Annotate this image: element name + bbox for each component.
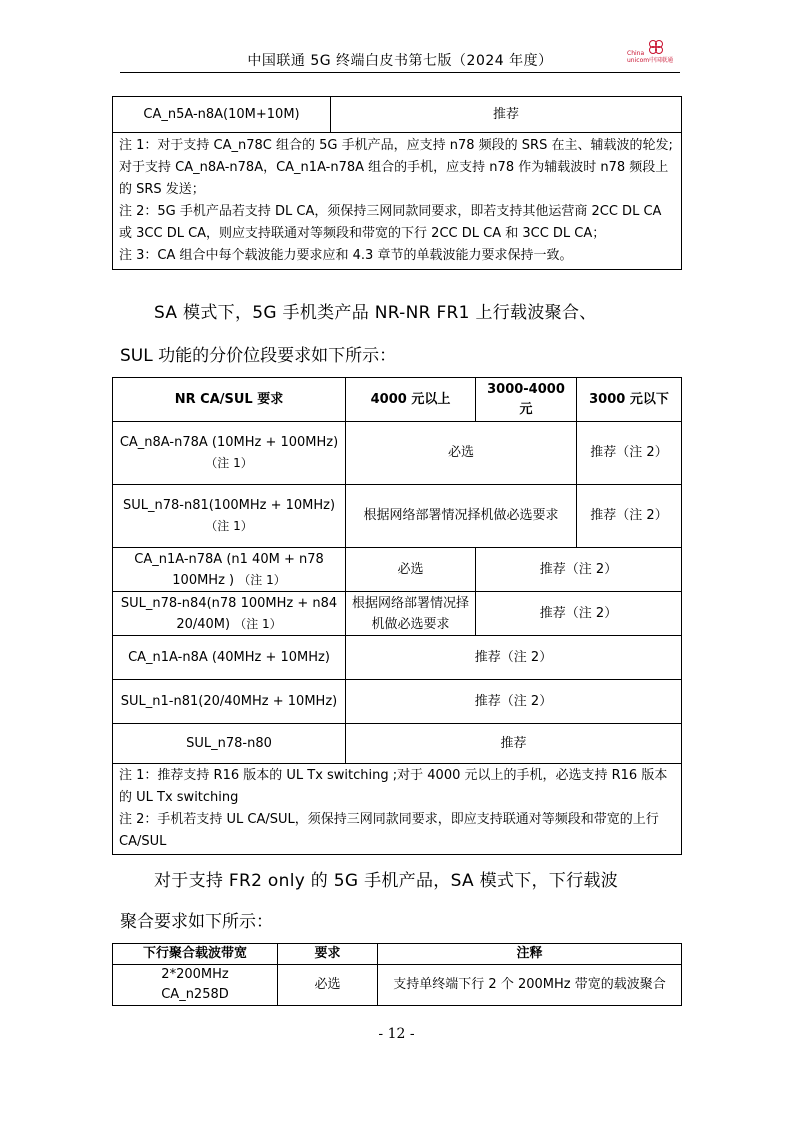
table-row	[113, 636, 682, 680]
ca-table-continued	[112, 96, 682, 270]
table-row	[113, 592, 682, 636]
paragraph-2	[120, 868, 680, 936]
header-remark: 注释	[378, 944, 682, 965]
table-row	[113, 548, 682, 592]
combo-note: （注 1）	[238, 572, 286, 587]
requirement-cell: 推荐（注 2）	[476, 548, 682, 592]
table-row	[113, 97, 682, 133]
table-header-row	[113, 944, 682, 965]
logo-line-2: unicom中国联通	[627, 57, 674, 64]
note-1: 注 1：推荐支持 R16 版本的 UL Tx switching ;对于 4000 元以上的手机，必选支持 R16 版本的 UL Tx switching	[119, 768, 668, 805]
note-2: 注 2：手机若支持 UL CA/SUL，须保持三网同款同要求，即应支持联通对等频段和带宽的上行 CA/SUL	[119, 812, 659, 849]
note-1: 注 1：对于支持 CA_n78C 组合的 5G 手机产品，应支持 n78 频段的 SRS 在主、辅载波的轮发;对于支持 CA_n8A-n78A，CA_n1A-n78A 组合的手机，应支持 n78 作为辅载波时 n78 频段上的 SRS 发送；	[119, 138, 673, 197]
combo-note: （注 1）	[234, 616, 282, 631]
requirement-cell: 推荐（注 2）	[346, 680, 682, 724]
notes-row	[113, 133, 682, 270]
fr2-dl-ca-table	[112, 943, 682, 1006]
paragraph-1-line-1: SA 模式下，5G 手机类产品 NR-NR FR1 上行载波聚合、	[154, 303, 597, 323]
requirement-cell: 必选	[346, 422, 577, 485]
requirement-cell: 必选	[278, 965, 378, 1006]
combo-name: SUL_n78-n80	[113, 724, 346, 764]
combo-note: （注 1）	[205, 519, 253, 533]
table-row	[113, 680, 682, 724]
requirement-cell: 推荐（注 2）	[577, 485, 682, 548]
requirement-cell: 根据网络部署情况择机做必选要求	[346, 592, 476, 636]
remark-cell: 支持单终端下行 2 个 200MHz 带宽的载波聚合	[378, 965, 682, 1006]
bandwidth-value: 2*200MHz	[161, 967, 229, 982]
header-above-4000: 4000 元以上	[346, 378, 476, 422]
requirement-cell: 推荐（注 2）	[346, 636, 682, 680]
note-3: 注 3：CA 组合中每个载波能力要求应和 4.3 章节的单载波能力要求保持一致。	[119, 248, 573, 263]
header-3000-4000: 3000-4000 元	[476, 378, 577, 422]
requirement-cell: 推荐	[331, 97, 682, 133]
header-below-3000: 3000 元以下	[577, 378, 682, 422]
table-row	[113, 724, 682, 764]
combo-name: CA_n8A-n78A (10MHz + 100MHz)	[119, 435, 339, 450]
requirement-cell: 必选	[346, 548, 476, 592]
requirement-cell: 推荐（注 2）	[476, 592, 682, 636]
notes-row	[113, 764, 682, 855]
requirement-cell: 推荐（注 2）	[577, 422, 682, 485]
table-row	[113, 422, 682, 485]
combo-name: CA_n1A-n8A (40MHz + 10MHz)	[113, 636, 346, 680]
combo-name: SUL_n78-n81(100MHz + 10MHz)	[122, 498, 336, 513]
combo-name: CA_n1A-n78A (n1 40M + n78 100MHz )	[134, 551, 324, 588]
table-row	[113, 965, 682, 1006]
china-unicom-logo	[627, 40, 685, 68]
combo-name: SUL_n1-n81(20/40MHz + 10MHz)	[113, 680, 346, 724]
combo-note: （注 1）	[205, 456, 253, 470]
combo-name: SUL_n78-n84(n78 100MHz + n84 20/40M)	[120, 595, 338, 632]
combo-name: CA_n258D	[161, 987, 229, 1002]
paragraph-1-line-2: SUL 功能的分价位段要求如下所示：	[120, 346, 397, 366]
header-nr-ca-sul: NR CA/SUL 要求	[113, 378, 346, 422]
page-number: - 12 -	[378, 1026, 415, 1042]
combo-cell: CA_n5A-n8A(10M+10M)	[113, 97, 331, 133]
nr-ca-sul-table	[112, 377, 682, 855]
page-header-title: 中国联通 5G 终端白皮书第七版（2024 年度）	[247, 53, 553, 69]
header-dl-bandwidth: 下行聚合载波带宽	[113, 944, 278, 965]
header-requirement: 要求	[278, 944, 378, 965]
table-row	[113, 485, 682, 548]
requirement-cell: 推荐	[346, 724, 682, 764]
logo-line-1: China	[627, 50, 645, 57]
paragraph-2-line-2: 聚合要求如下所示：	[120, 912, 273, 932]
paragraph-2-line-1: 对于支持 FR2 only 的 5G 手机产品，SA 模式下，下行载波	[154, 871, 619, 891]
table-header-row	[113, 378, 682, 422]
paragraph-1	[120, 300, 680, 370]
note-2: 注 2：5G 手机产品若支持 DL CA，须保持三网同款同要求，即若支持其他运营商 2CC DL CA 或 3CC DL CA，则应支持联通对等频段和带宽的下行 2CC DL CA 和 3CC DL CA；	[119, 204, 662, 241]
requirement-cell: 根据网络部署情况择机做必选要求	[346, 485, 577, 548]
header-rule	[120, 72, 680, 73]
